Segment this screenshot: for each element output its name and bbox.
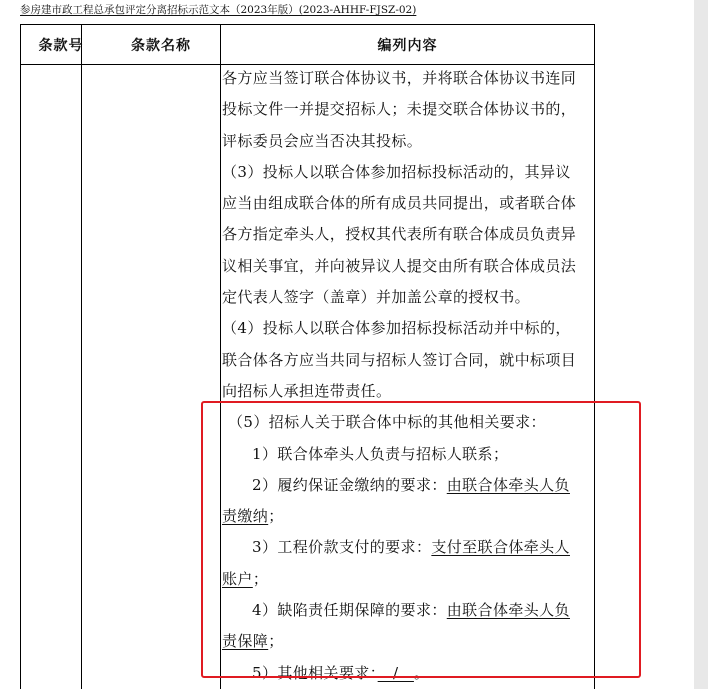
right-scroll-gutter bbox=[694, 0, 708, 689]
requirements-heading: （5）招标人关于联合体中标的其他相关要求： bbox=[228, 413, 546, 432]
content-line: （4）投标人以联合体参加招标投标活动并中标的， bbox=[222, 319, 571, 338]
content-line: 投标文件一并提交招标人；未提交联合体协议书的， bbox=[222, 100, 577, 119]
column-header-content: 编列内容 bbox=[377, 38, 438, 54]
content-line: 议相关事宜，并向被异议人提交由所有联合体成员法 bbox=[222, 256, 577, 275]
column-header-clause-name: 条款名称 bbox=[131, 38, 191, 54]
requirement-item-4-cont: 责保障； bbox=[222, 632, 284, 651]
requirement-item-2-cont: 责缴纳； bbox=[222, 507, 284, 526]
content-line: 联合体各方应当共同与招标人签订合同，就中标项目 bbox=[222, 350, 577, 369]
content-line: 各方应当签订联合体协议书，并将联合体协议书连同 bbox=[222, 69, 577, 87]
requirement-item-4: 4）缺陷责任期保障的要求：由联合体牵头人负 bbox=[252, 601, 570, 620]
content-line: 各方指定牵头人，授权其代表所有联合体成员负责异 bbox=[222, 225, 577, 244]
requirement-item-2: 2）履约保证金缴纳的要求：由联合体牵头人负 bbox=[252, 475, 570, 494]
content-line: 向招标人承担连带责任。 bbox=[222, 381, 392, 400]
requirement-item-1: 1）联合体牵头人负责与招标人联系； bbox=[252, 444, 509, 463]
requirement-item-5: 5）其他相关要求： / 。 bbox=[252, 663, 430, 682]
requirement-item-5-value: / bbox=[377, 663, 414, 682]
highlight-annotation-box bbox=[201, 401, 641, 678]
column-header-clause-no: 条款号 bbox=[38, 38, 84, 54]
column-divider-1 bbox=[81, 25, 82, 689]
content-line: 评标委员会应当否决其投标。 bbox=[222, 131, 423, 150]
requirement-item-2-value: 由联合体牵头人负 bbox=[446, 475, 570, 494]
content-line: （3）投标人以联合体参加招标投标活动的，其异议 bbox=[222, 162, 571, 181]
requirement-item-3-cont: 账户； bbox=[222, 569, 269, 588]
document-header: 参房建市政工程总承包评定分离招标示范文本（2023年版）(2023-AHHF-FJSZ-02) bbox=[20, 4, 417, 16]
requirement-item-4-value: 由联合体牵头人负 bbox=[446, 601, 570, 620]
requirement-item-3-value: 支付至联合体牵头人 bbox=[431, 538, 570, 557]
content-line: 定代表人签字（盖章）并加盖公章的授权书。 bbox=[222, 288, 531, 307]
requirement-item-3: 3）工程价款支付的要求：支付至联合体牵头人 bbox=[252, 538, 570, 557]
content-line: 应当由组成联合体的所有成员共同提出，或者联合体 bbox=[222, 194, 577, 213]
